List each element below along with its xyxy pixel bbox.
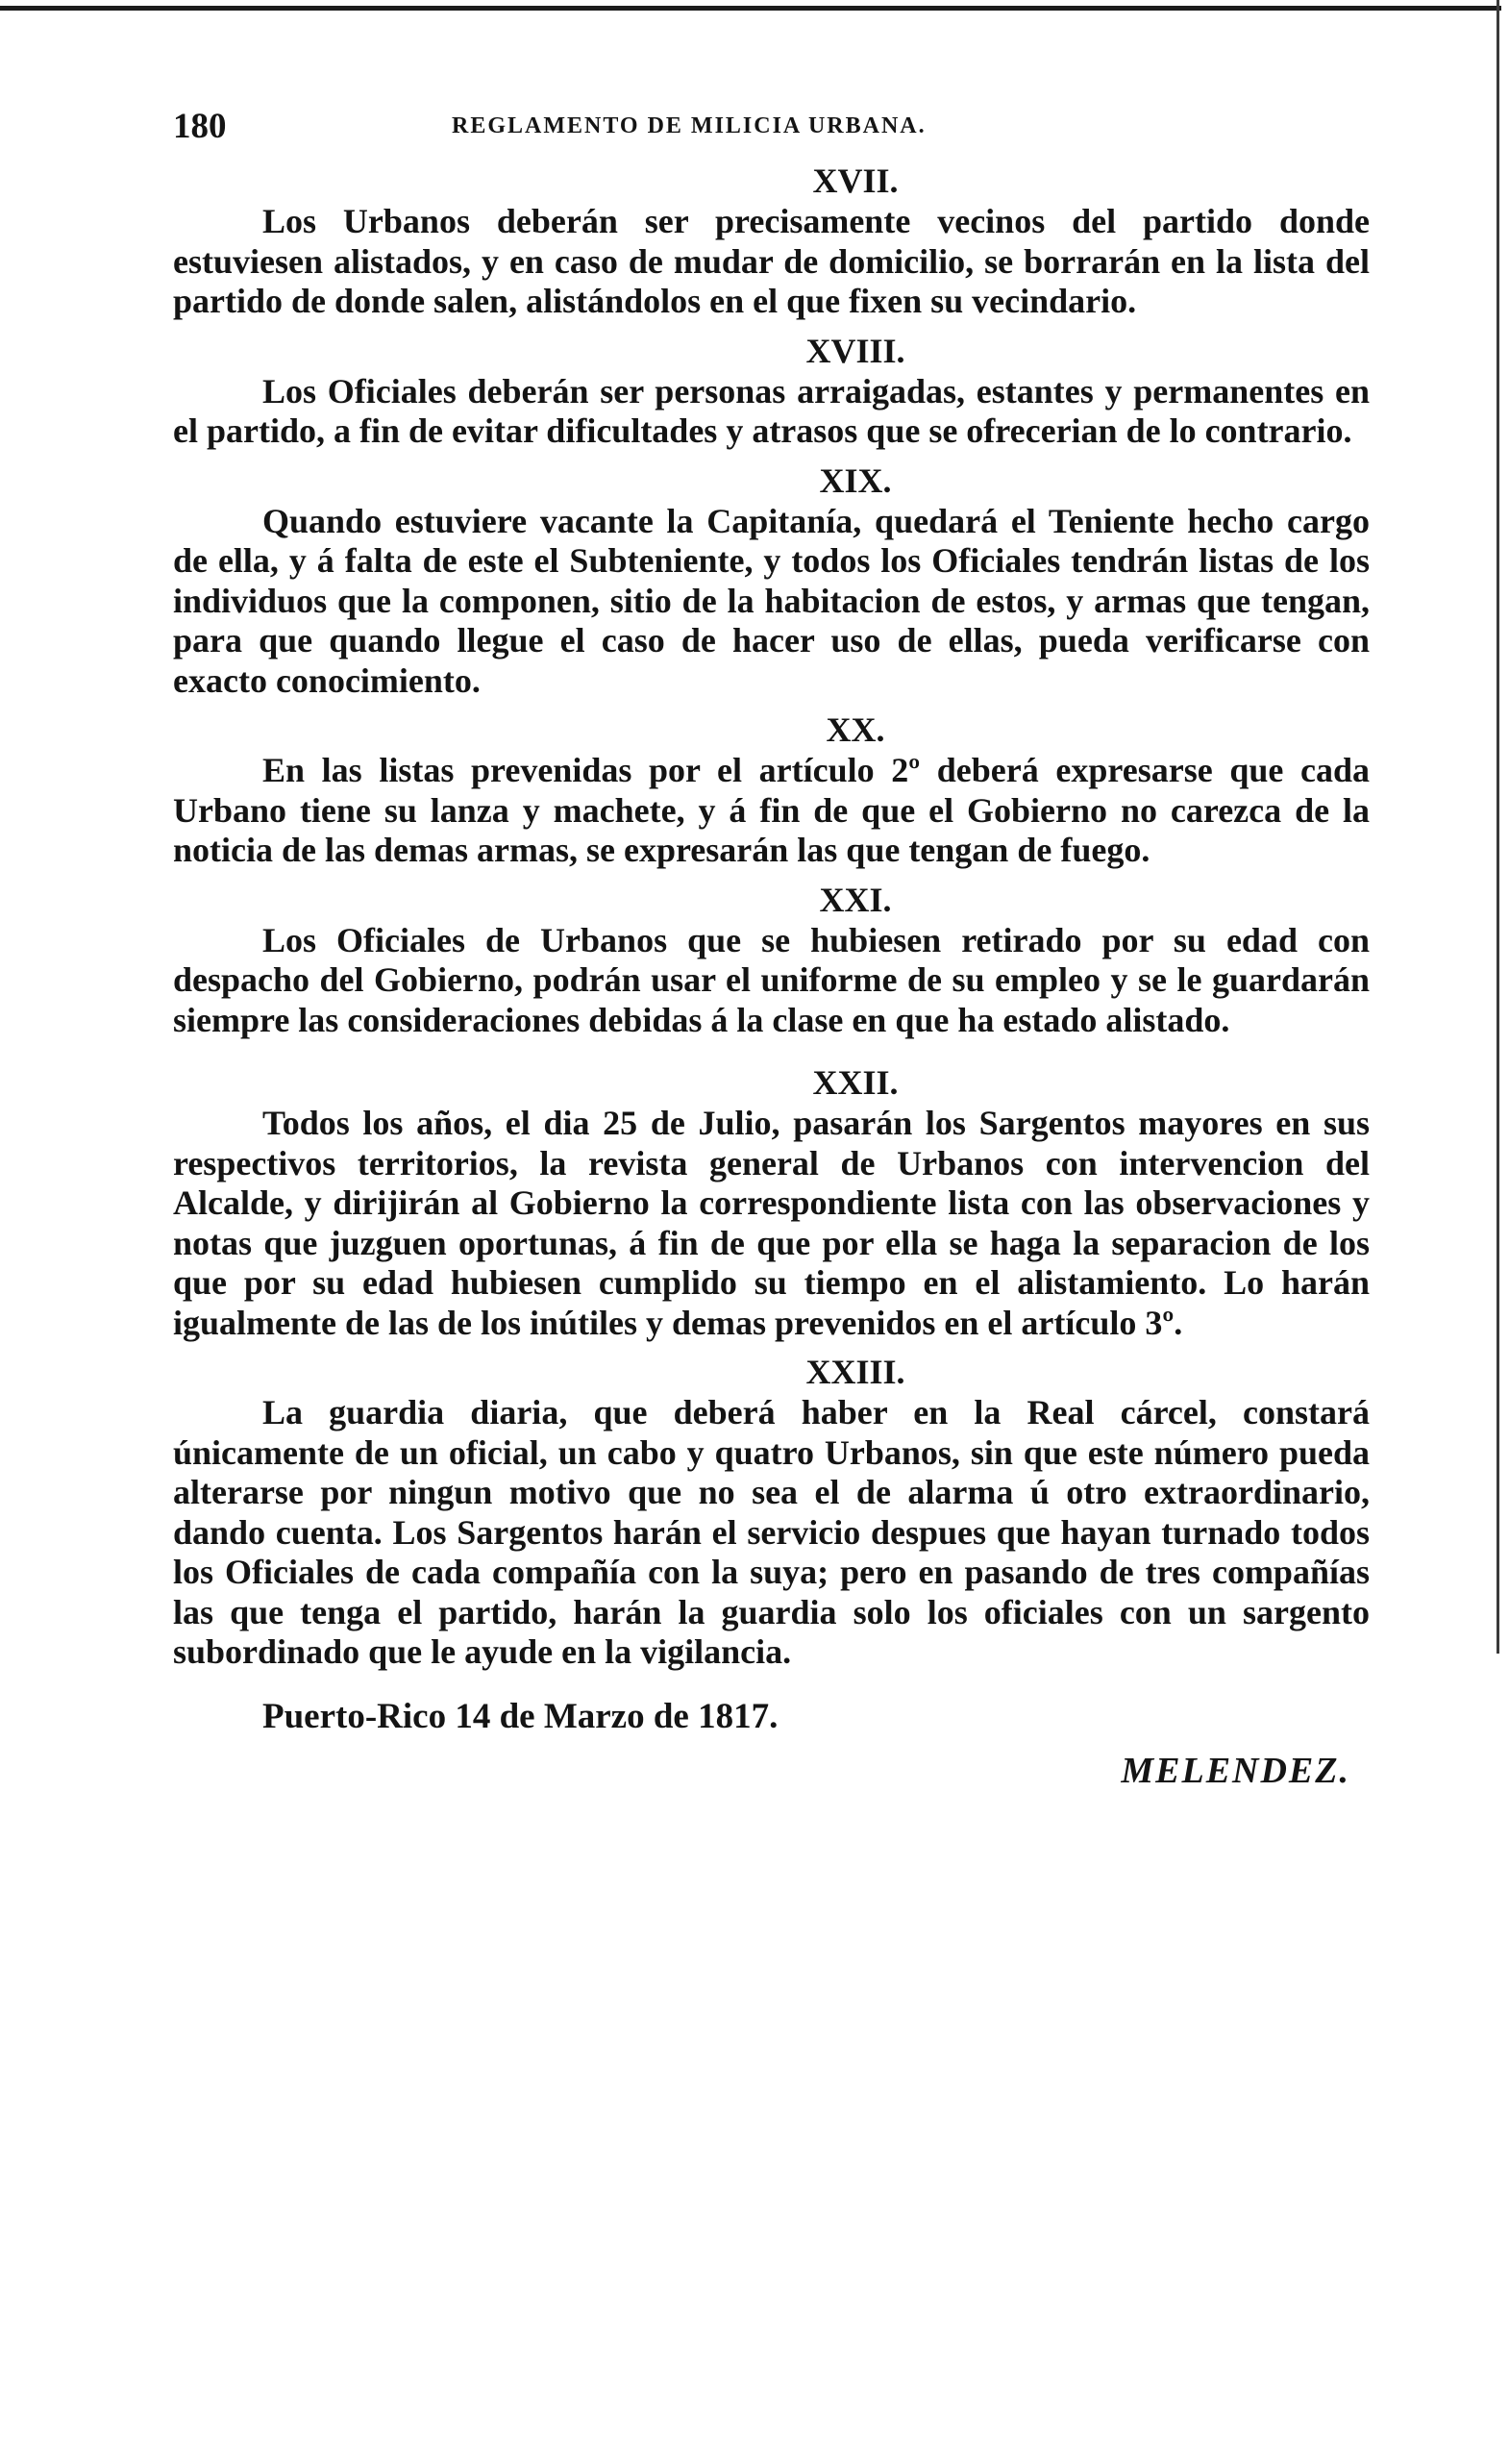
article-xxiii — [173, 1351, 1370, 1673]
page-number: 180 — [173, 107, 227, 146]
article-xviii — [173, 330, 1370, 452]
article-text: Quando estuviere vacante la Capitanía, quedará el Teniente hecho cargo de ella, y á falta de este el Subteniente, y todos los Oficiales tendrán listas de los individuos que la componen, sitio de la habitacion de estos, y armas que tengan, para que quando llegue el caso de hacer uso de ellas, pueda verificarse con exacto conocimiento. — [173, 501, 1370, 700]
article-text: En las listas prevenidas por el artículo 2º deberá expresarse que cada Urbano tiene su lanza y machete, y á fin de que el Gobierno no carezca de la noticia de las demas armas, se expresarán las que tengan de fuego. — [173, 751, 1370, 869]
article-text: Los Oficiales deberán ser personas arraigadas, estantes y permanentes en el partido, a fin de evitar dificultades y atrasos que se ofrecerian de lo contrario. — [173, 371, 1370, 450]
document-page — [173, 85, 1370, 1802]
article-xxi — [173, 879, 1370, 1041]
article-numeral: XVIII. — [805, 331, 905, 370]
article-numeral: XXI. — [819, 880, 892, 919]
article-text: La guardia diaria, que deberá haber en la Real cárcel, constará únicamente de un oficial, un cabo y quatro Urbanos, sin que este número pueda alterarse por ningun motivo que no sea el de alarma ú otro extraordinario, dando cuenta. Los Sargentos harán el servicio despues que hayan turnado todos los Oficiales de cada compañía con la suya; pero en pasando de tres compañías las que tenga el partido, harán la guardia solo los oficiales con un sargento subordinado que le ayude en la vigilancia. — [173, 1393, 1370, 1671]
top-border-rule — [0, 6, 1501, 11]
article-xxii — [173, 1061, 1370, 1343]
running-header — [173, 85, 1370, 152]
article-text: Los Urbanos deberán ser precisamente vecinos del partido donde estuviesen alistados, y en caso de mudar de domicilio, se borrarán en la lista del partido de donde salen, alistándolos en el que fixen su vecindario. — [173, 202, 1370, 320]
right-margin-rule — [1497, 0, 1499, 1654]
closing-block — [173, 1696, 1370, 1802]
place-and-date: Puerto-Rico 14 de Marzo de 1817. — [262, 1696, 779, 1736]
article-text: Los Oficiales de Urbanos que se hubiesen retirado por su edad con despacho del Gobierno, podrán usar el uniforme de su empleo y se le guardarán siempre las consideraciones debidas á la clase en que ha estado alistado. — [173, 920, 1370, 1039]
article-xx — [173, 709, 1370, 871]
article-numeral: XVII. — [812, 162, 899, 200]
running-title: REGLAMENTO DE MILICIA URBANA. — [452, 113, 927, 138]
article-numeral: XXIII. — [805, 1353, 905, 1391]
signature: MELENDEZ. — [1121, 1750, 1350, 1791]
article-numeral: XX. — [826, 710, 885, 749]
article-numeral: XXII. — [812, 1063, 899, 1102]
article-numeral: XIX. — [819, 460, 892, 500]
article-xvii — [173, 160, 1370, 322]
article-xix — [173, 460, 1370, 702]
article-text: Todos los años, el dia 25 de Julio, pasarán los Sargentos mayores en sus respectivos territorios, la revista general de Urbanos con intervencion del Alcalde, y dirijirán al Gobierno la correspondiente lista con las observaciones y notas que juzguen oportunas, á fin de que por ella se haga la separacion de los que por su edad hubiesen cumplido su tiempo en el alistamiento. Lo harán igualmente de las de los inútiles y demas prevenidos en el artículo 3º. — [173, 1104, 1370, 1342]
